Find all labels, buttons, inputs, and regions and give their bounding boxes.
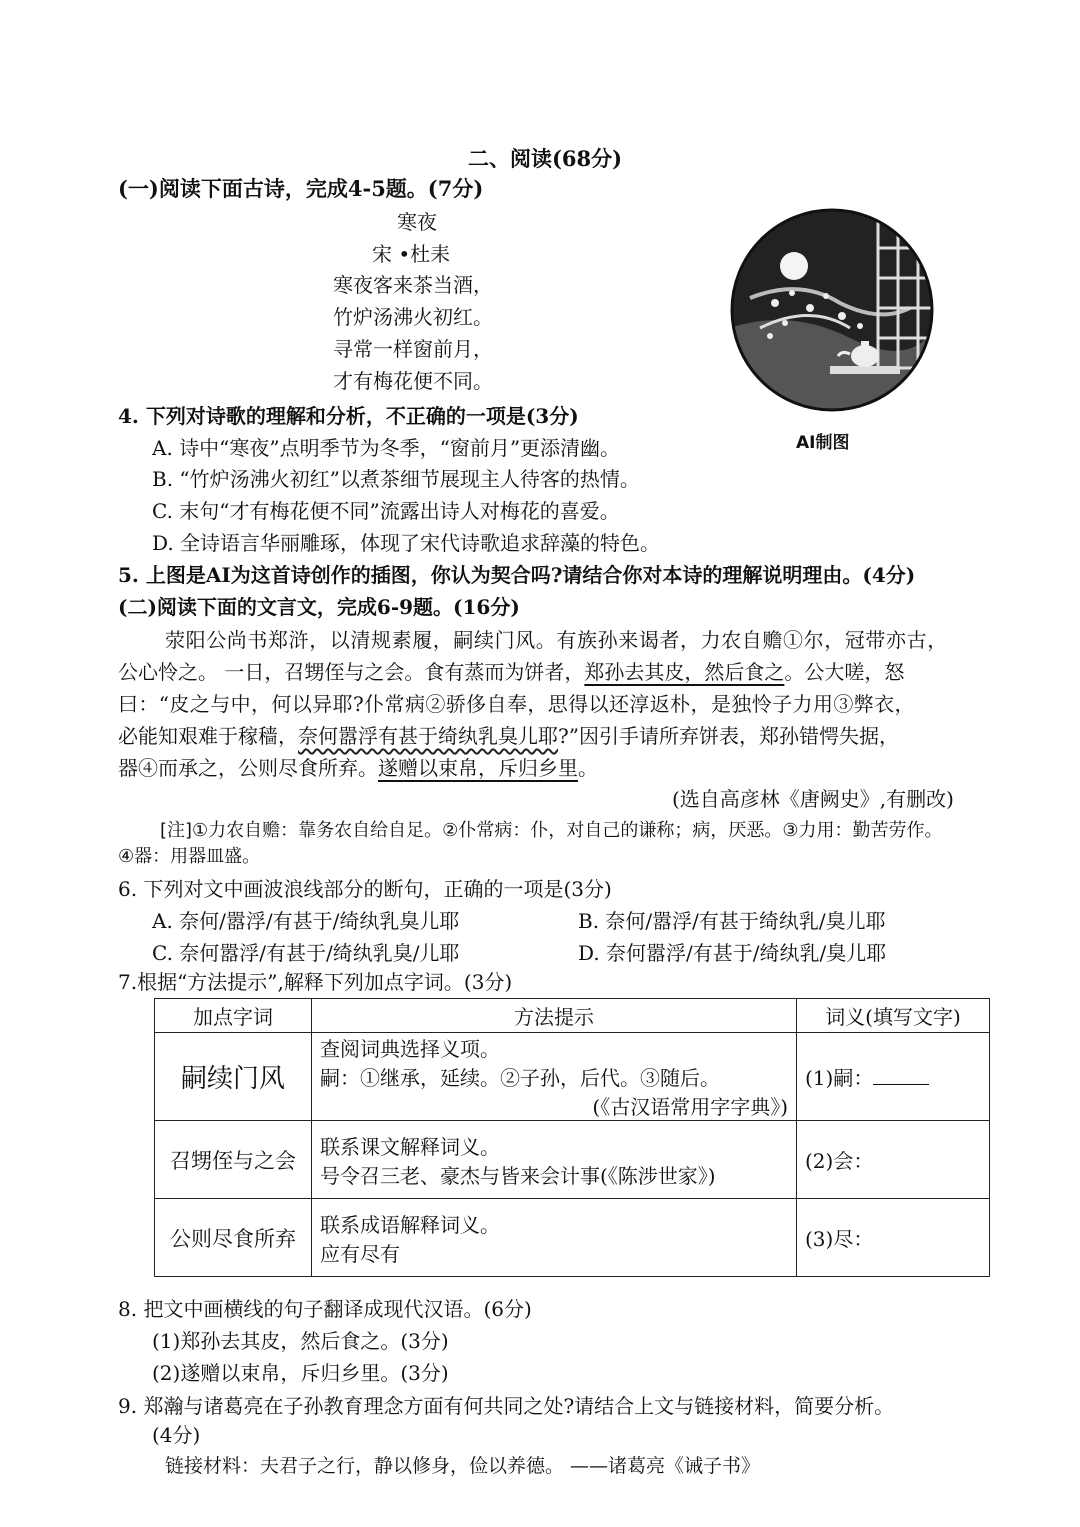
passage-text: 公心怜之。 一日，召甥侄与之会。食有蒸而为饼者， bbox=[118, 660, 585, 684]
moon-icon bbox=[780, 252, 808, 280]
hint-line: 嗣：①继承，延续。②子孙，后代。③随后。 bbox=[320, 1066, 720, 1090]
hint-cell bbox=[312, 1199, 797, 1277]
q6-stem: 6. 下列对文中画波浪线部分的断句，正确的一项是(3分) bbox=[118, 877, 612, 901]
answer-label: (3)尽： bbox=[805, 1227, 874, 1251]
table-header: 词义(填写文字) bbox=[797, 999, 990, 1033]
passage-text: ?”因引手请所弃饼表，郑孙错愕失据， bbox=[558, 724, 899, 748]
passage-text: 必能知艰难于稼穑， bbox=[118, 724, 298, 748]
table-header: 方法提示 bbox=[312, 999, 797, 1033]
hint-cell bbox=[312, 1121, 797, 1199]
q6-option-a: A. 奈何/嚣浮/有甚于/绮纨乳臭儿耶 bbox=[152, 909, 460, 933]
ai-illustration bbox=[730, 208, 934, 412]
hint-line: 应有尽有 bbox=[320, 1241, 400, 1266]
answer-label: (2)会： bbox=[805, 1149, 874, 1173]
q4-option-d: D. 全诗语言华丽雕琢，体现了宋代诗歌追求辞藻的特色。 bbox=[152, 531, 661, 555]
poem-title: 寒夜 bbox=[397, 210, 437, 234]
table-row bbox=[155, 1199, 990, 1277]
table-header-row bbox=[155, 999, 990, 1033]
passage-note: [注]①力农自赡：靠务农自给自足。②仆常病：仆，对自己的谦称；病，厌恶。③力用：勤苦劳作。 bbox=[160, 820, 943, 841]
keyword-cell: 召甥侄与之会 bbox=[155, 1121, 312, 1199]
hint-line: 号令召三老、豪杰与皆来会计事(《陈涉世家》) bbox=[320, 1163, 716, 1188]
poem-line: 寻常一样窗前月， bbox=[333, 337, 493, 361]
hint-line: 查阅词典选择义项。 bbox=[320, 1037, 500, 1061]
q6-option-b: B. 奈何/嚣浮/有甚于绮纨乳/臭儿耶 bbox=[578, 909, 886, 933]
passage-line bbox=[118, 752, 598, 781]
q9-stem-cont: (4分) bbox=[152, 1423, 201, 1447]
keyword-cell: 公则尽食所弃 bbox=[155, 1199, 312, 1277]
q8-item: (1)郑孙去其皮，然后食之。(3分) bbox=[152, 1329, 449, 1353]
q4-stem: 4. 下列对诗歌的理解和分析，不正确的一项是(3分) bbox=[118, 404, 579, 428]
passage-line: 荥阳公尚书郑浒，以清规素履，嗣续门风。有族孙来谒者，力农自赡①尔，冠带亦古， bbox=[165, 628, 948, 652]
section-title: 二、阅读(68分) bbox=[468, 146, 623, 171]
underlined-sentence-2: 遂赠以束帛，斥归乡里 bbox=[378, 756, 578, 780]
passage-text: 。公大嗟，怒 bbox=[784, 660, 905, 684]
hint-line: 联系课文解释词义。 bbox=[320, 1134, 500, 1159]
part1-heading: (一)阅读下面古诗，完成4-5题。(7分) bbox=[118, 176, 484, 201]
poem-line: 竹炉汤沸火初红。 bbox=[333, 305, 493, 329]
answer-cell[interactable] bbox=[797, 1033, 990, 1121]
q6-option-c: C. 奈何嚣浮/有甚于/绮纨乳臭/儿耶 bbox=[152, 941, 460, 965]
q7-stem: 7.根据“方法提示”,解释下列加点字词。(3分) bbox=[118, 970, 513, 994]
poem-line: 寒夜客来茶当酒， bbox=[333, 273, 493, 297]
wavy-line-sentence: 奈何嚣浮有甚于绮纨乳臭儿耶 bbox=[298, 724, 558, 748]
q9-stem: 9. 郑瀚与诸葛亮在子孙教育理念方面有何共同之处?请结合上文与链接材料，简要分析。 bbox=[118, 1394, 895, 1418]
passage-text: 器④而承之，公则尽食所弃。 bbox=[118, 756, 378, 780]
hint-source: (《古汉语常用字字典》) bbox=[592, 1095, 788, 1119]
passage-line bbox=[118, 720, 899, 749]
q4-option-b: B. “竹炉汤沸火初红”以煮茶细节展现主人待客的热情。 bbox=[152, 467, 640, 491]
q6-option-d: D. 奈何嚣浮/有甚于/绮纨乳/臭儿耶 bbox=[578, 941, 887, 965]
image-caption: AI制图 bbox=[796, 433, 850, 453]
answer-cell[interactable] bbox=[797, 1199, 990, 1277]
passage-note: ④器：用器皿盛。 bbox=[118, 846, 261, 867]
passage-source: (选自高彦林《唐阙史》,有删改) bbox=[672, 787, 954, 811]
table-row bbox=[155, 1033, 990, 1121]
q4-option-a: A. 诗中“寒夜”点明季节为冬季，“窗前月”更添清幽。 bbox=[152, 436, 621, 460]
keyword-cell: 嗣续门风 bbox=[155, 1033, 312, 1121]
q7-table bbox=[154, 998, 990, 1277]
table-row bbox=[155, 1121, 990, 1199]
answer-cell[interactable] bbox=[797, 1121, 990, 1199]
q8-stem: 8. 把文中画横线的句子翻译成现代汉语。(6分) bbox=[118, 1297, 532, 1321]
q5-stem: 5. 上图是AI为这首诗创作的插图，你认为契合吗?请结合你对本诗的理解说明理由。(4分) bbox=[118, 563, 916, 587]
passage-line bbox=[118, 656, 904, 685]
part2-heading: (二)阅读下面的文言文，完成6-9题。(16分) bbox=[118, 595, 520, 619]
answer-blank[interactable] bbox=[873, 1066, 929, 1085]
hint-cell bbox=[312, 1033, 797, 1121]
passage-line: 曰：“皮之与中，何以异耶?仆常病②骄侈自奉，思得以还淳返朴，是独怜子力用③弊衣， bbox=[118, 692, 915, 716]
q8-item: (2)遂赠以束帛，斥归乡里。(3分) bbox=[152, 1361, 449, 1385]
underlined-sentence-1: 郑孙去其皮，然后食之 bbox=[584, 660, 785, 684]
poem-author: 宋 •杜耒 bbox=[372, 242, 451, 266]
hint-line: 联系成语解释词义。 bbox=[320, 1212, 500, 1237]
answer-label: (1)嗣： bbox=[805, 1066, 874, 1090]
passage-text: 。 bbox=[578, 756, 598, 780]
table-header: 加点字词 bbox=[155, 999, 312, 1033]
q4-option-c: C. 末句“才有梅花便不同”流露出诗人对梅花的喜爱。 bbox=[152, 499, 620, 523]
poem-line: 才有梅花便不同。 bbox=[333, 369, 493, 393]
q9-link-material: 链接材料：夫君子之行，静以修身，俭以养德。 ——诸葛亮《诫子书》 bbox=[165, 1455, 761, 1477]
